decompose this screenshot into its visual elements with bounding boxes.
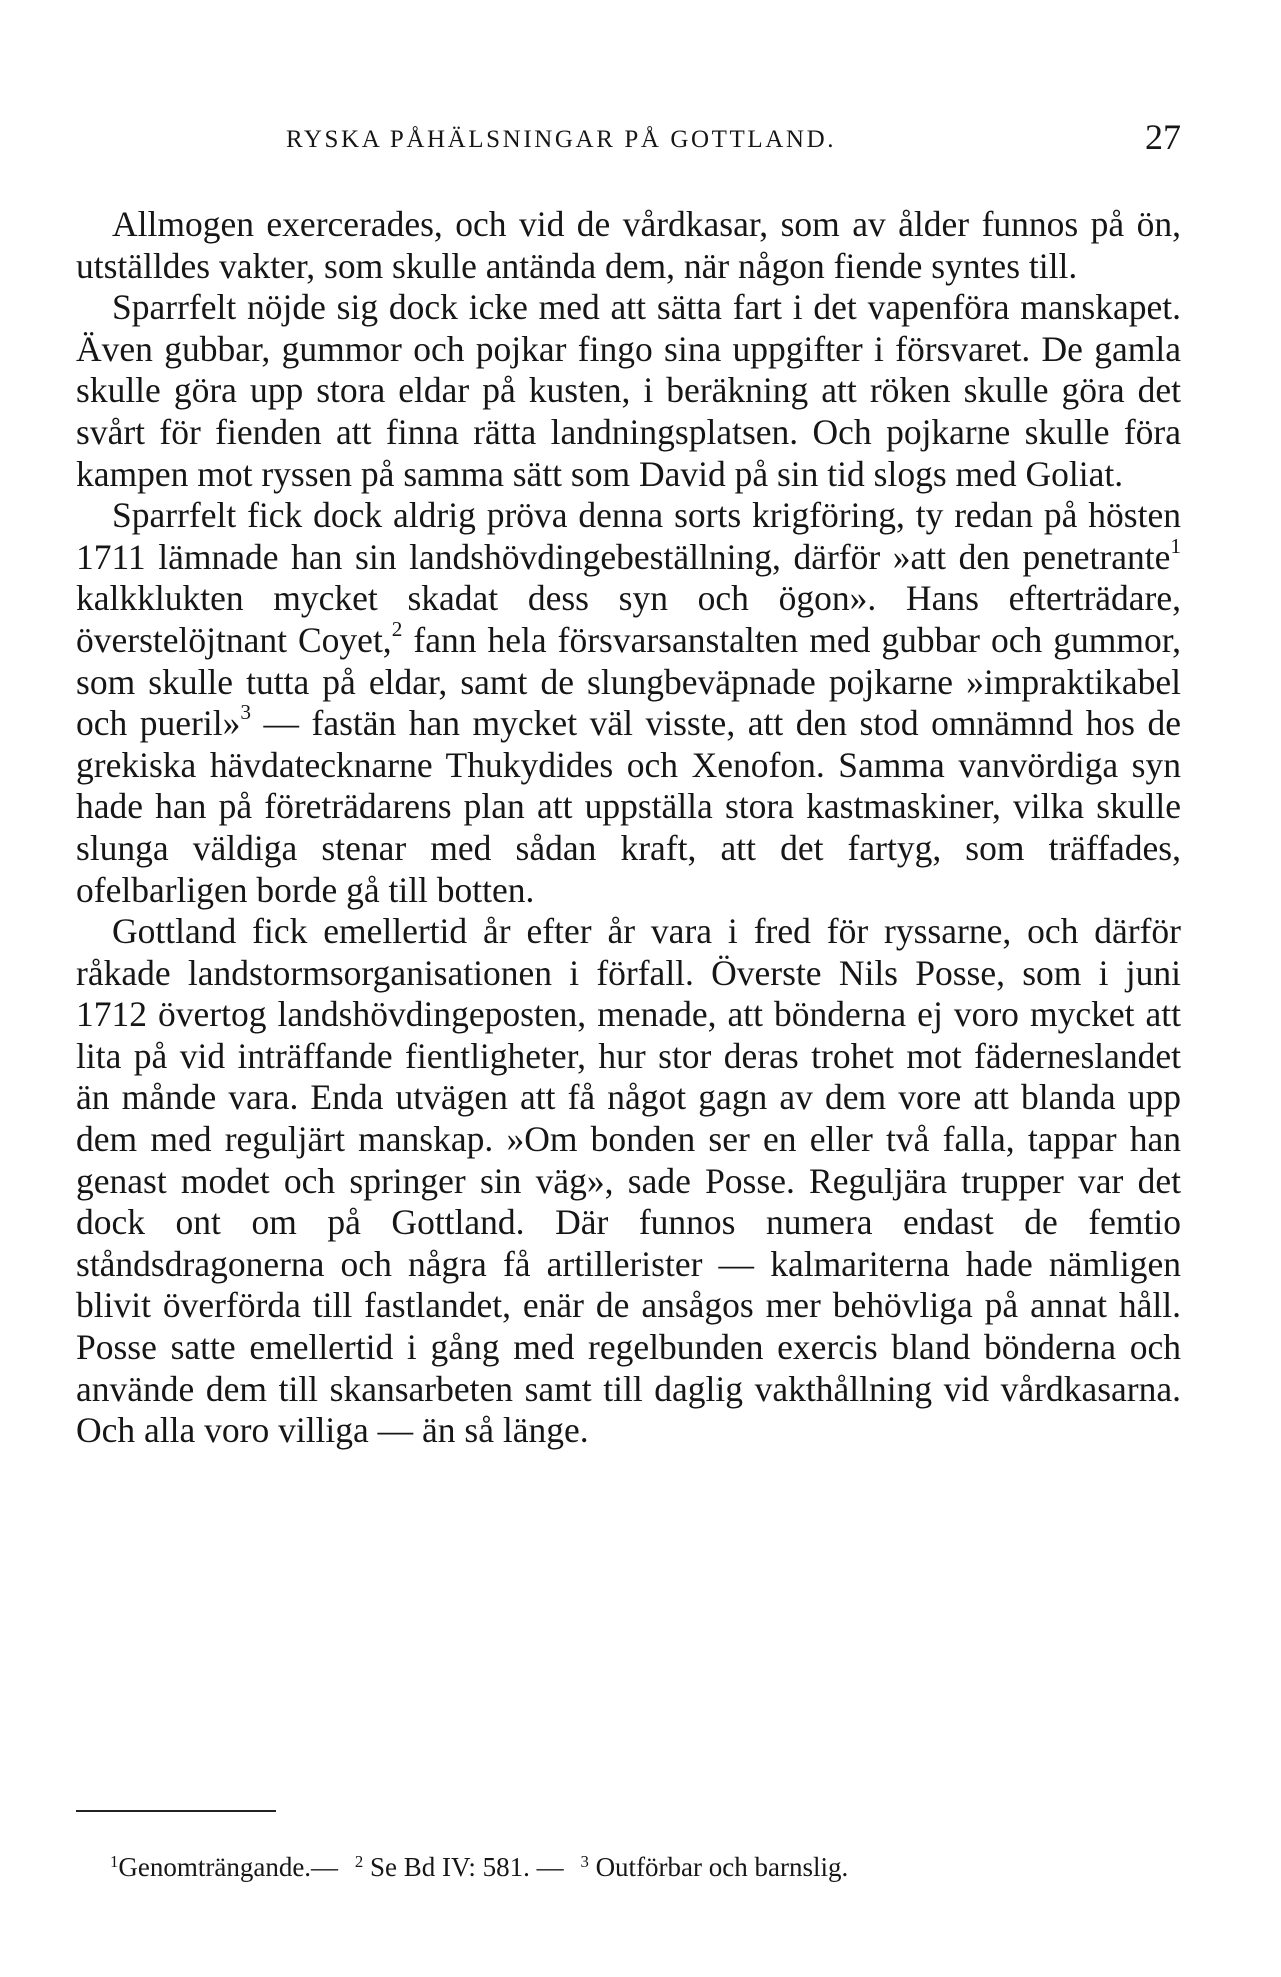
- paragraph-3-segment: — fastän han mycket väl visste, att den stod omnämnd hos de grekiska hävdatecknarne Thukydides och Xenofon. Samma vanvördiga syn hade han på företrädarens plan att uppställa stora kastmaskiner, vilka skulle slunga väldiga stenar med sådan kraft, att det fartyg, som träffades, ofelbarligen borde gå till botten.: [76, 703, 1181, 910]
- page-number: 27: [1145, 117, 1181, 157]
- footnote-text: Outförbar och barnslig.: [588, 1852, 849, 1882]
- paragraph-3-segment: Sparrfelt fick dock aldrig pröva denna sorts krigföring, ty redan på hösten 1711 lämnade han sin landshövdingebeställning, därför »att den penetrante: [76, 495, 1181, 577]
- paragraph-3-segment: fann hela försvarsanstalten med gubbar och gummor, som skulle tutta på eldar, samt de slungbeväpnade pojkarne »impraktikabel och pueril»: [76, 619, 1181, 744]
- footnote-text: Se Bd IV: 581. —: [363, 1852, 571, 1882]
- paragraph-3: [76, 495, 1181, 911]
- paragraph-4: Gottland fick emellertid år efter år vara i fred för ryssarne, och därför råkade landstormsorganisationen i förfall. Överste Nils Posse, som i juni 1712 övertog landshövdingeposten, menade, att bönderna ej voro mycket att lita på vid inträffande fientligheter, hur stor deras trohet mot fäderneslandet än månde vara. Enda utvägen att få något gagn av dem vore att blanda upp dem med reguljärt manskap. »Om bonden ser en eller två falla, tappar han genast modet och springer sin väg», sade Posse. Reguljära trupper var det dock ont om på Gottland. Där funnos numera endast de femtio ståndsdragonerna och några få artillerister — kalmariterna hade nämligen blivit överförda till fastlandet, enär de ansågos mer behövliga på annat håll. Posse satte emellertid i gång med regelbunden exercis bland bönderna och använde dem till skansarbeten samt till daglig vakthållning vid vårdkasarna. Och alla voro villiga — än så länge.: [76, 911, 1181, 1451]
- paragraph-1: Allmogen exercerades, och vid de vårdkasar, som av ålder funnos på ön, utställdes vakter, som skulle antända dem, när någon fiende syntes till.: [76, 204, 1181, 286]
- footnote-ref-1: 1: [1170, 533, 1181, 558]
- footnote-mark: 1: [110, 1851, 119, 1871]
- footnote-divider: [76, 1810, 276, 1812]
- footnote-ref-2: 2: [391, 616, 403, 641]
- footnote-3: [580, 1852, 848, 1882]
- footnotes: [110, 1850, 1190, 1884]
- footnote-ref-3: 3: [240, 700, 251, 725]
- paragraph-2: Sparrfelt nöjde sig dock icke med att sätta fart i det vapenföra manskapet. Även gubbar, gummor och pojkar fingo sina uppgifter i försvaret. De gamla skulle göra upp stora eldar på kusten, i beräkning att röken skulle göra det svårt för fienden att finna rätta landningsplatsen. Och pojkarne skulle föra kampen mot ryssen på samma sätt som David på sin tid slogs med Goliat.: [76, 287, 1181, 494]
- running-title: RYSKA PÅHÄLSNINGAR PÅ GOTTLAND.: [286, 126, 837, 153]
- footnote-mark: 2: [354, 1851, 364, 1871]
- book-page: [76, 108, 1181, 1882]
- running-header: [76, 108, 1181, 157]
- footnote-1: [110, 1852, 345, 1882]
- footnote-2: [355, 1852, 571, 1882]
- footnote-mark: 3: [580, 1851, 589, 1871]
- footnote-text: Genomträngande.—: [118, 1852, 345, 1882]
- paragraph-3-segment: kalkklukten mycket skadat dess syn och ögon». Hans efterträdare, överstelöjtnant Coyet,: [76, 578, 1181, 660]
- body-text: [76, 204, 1181, 1452]
